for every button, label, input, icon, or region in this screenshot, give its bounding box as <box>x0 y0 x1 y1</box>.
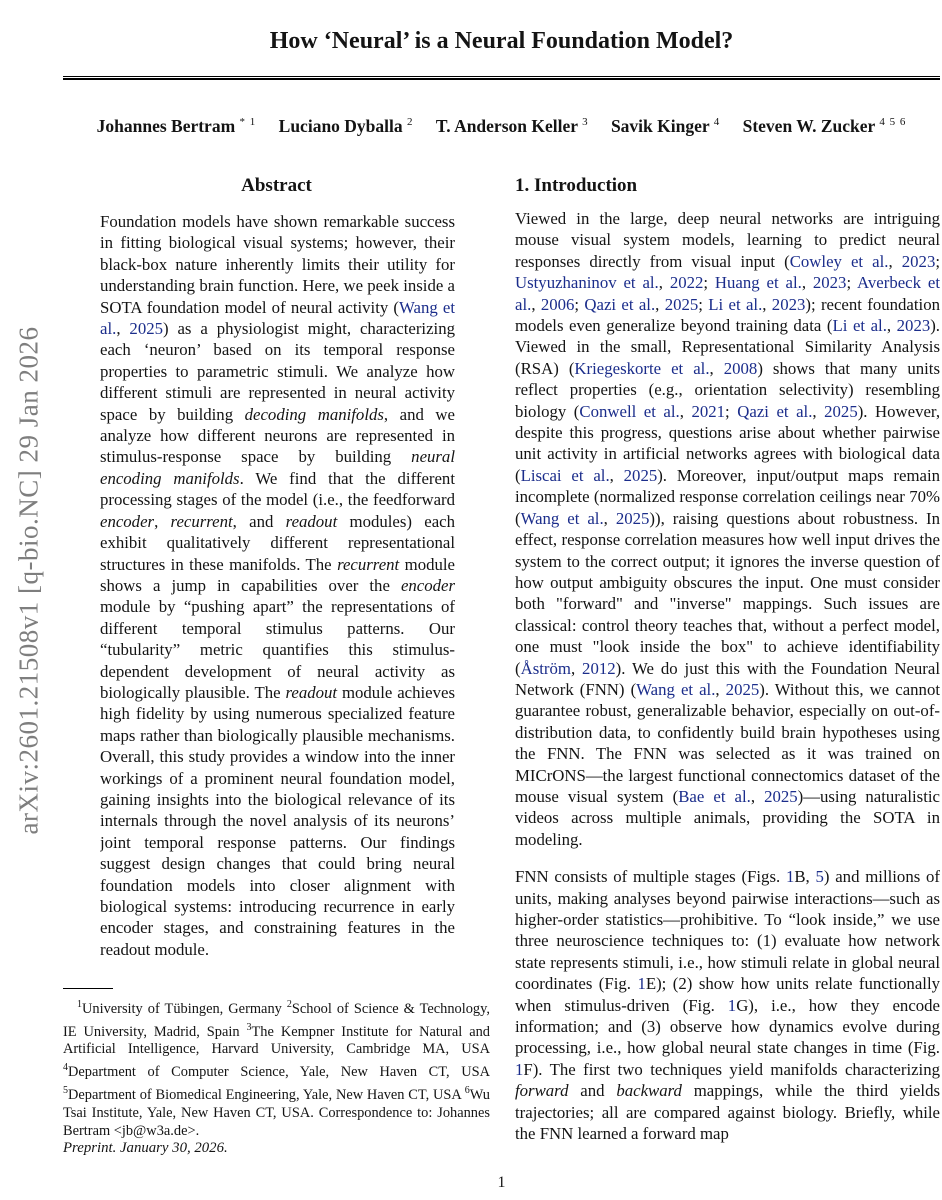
citation-link[interactable]: 1 <box>515 1059 524 1079</box>
text-segment: backward <box>616 1081 682 1101</box>
text-segment: module shows a jump in capabilities over the <box>100 554 455 595</box>
text-segment: ). Moreover, input/output maps remain incomplete (normalized response correlation ceilings near 70% ( <box>515 465 940 528</box>
text-segment: recurrent <box>170 511 233 531</box>
author <box>436 116 589 137</box>
author-affiliation-marker: * 1 <box>239 116 257 129</box>
citation-link[interactable]: 2025 <box>129 319 163 339</box>
citation-link[interactable]: Qazi et al. <box>737 401 813 421</box>
text-segment: encoder <box>100 511 155 531</box>
text-segment: E); (2) show how units relate functionally when stimulus-driven (Fig. <box>515 974 940 1015</box>
text-segment: ; <box>698 294 709 314</box>
author-name: Savik Kinger <box>610 116 710 136</box>
text-segment: readout <box>285 682 338 702</box>
right-column <box>515 175 940 1144</box>
citation-link[interactable]: 2006 <box>540 294 575 314</box>
page-number: 1 <box>497 1174 506 1191</box>
text-segment: modules) each exhibit qualitatively different representational structures in these manifolds. The <box>100 511 455 574</box>
author-affiliation-marker: 4 <box>713 116 721 129</box>
footnote-marker: 5 <box>63 1085 68 1097</box>
author-affiliation-marker: 4 5 6 <box>879 116 907 129</box>
text-segment: G), i.e., how they encode information; and (3) observe how dynamics evolve during processing, i.e., how global neural state changes in time (Fig. <box>515 995 940 1058</box>
text-segment: F). The first two techniques yield manifolds characterizing <box>523 1059 940 1079</box>
text-segment: module by “pushing apart” the representations of different temporal stimulus patterns. Our “tubularity” metric quantifies this stimulus-dependent development of neural activity as biologically plausible. The <box>100 597 455 702</box>
abstract-heading: Abstract <box>241 175 312 196</box>
footnote-marker: 3 <box>246 1021 252 1033</box>
footnote-marker: 4 <box>63 1062 68 1074</box>
text-segment: ). However, despite this progress, questions arise about whether pairwise unit activity in artificial networks agrees with biological data ( <box>515 401 941 485</box>
text-segment: )—using naturalistic videos across multiple animals, providing the SOTA in modeling. <box>515 786 940 849</box>
author-affiliation-marker: 3 <box>582 116 589 129</box>
author-name: Johannes Bertram <box>96 116 236 136</box>
footnote-marker: 2 <box>286 999 292 1010</box>
text-segment: B, <box>794 867 816 887</box>
citation-link[interactable]: Averbeck et al. <box>515 273 941 314</box>
citation-link[interactable]: 2025 <box>623 465 658 485</box>
text-segment: , <box>886 316 897 336</box>
text-segment: , <box>709 358 724 378</box>
author-list <box>63 116 940 137</box>
citation-link[interactable]: 2023 <box>771 294 806 314</box>
citation-link[interactable]: Kriegeskorte et al. <box>574 358 710 378</box>
text-segment: The Kempner Institute for Natural and Artificial Intelligence, Harvard University, Cambridge MA, USA <box>63 1023 490 1058</box>
text-segment: ). Viewed in the small, Representational Similarity Analysis (RSA) ( <box>515 316 941 378</box>
text-segment: School of Science & Technology, IE University, Madrid, Spain <box>63 1000 490 1040</box>
citation-link[interactable]: Wang et al. <box>100 297 455 339</box>
text-segment: , and <box>232 511 286 531</box>
text-segment: ); recent foundation models even generalize beyond training data ( <box>515 294 940 336</box>
affiliations-footnote <box>63 996 490 1141</box>
text-segment: , <box>762 294 772 314</box>
text-segment: ; <box>725 401 738 421</box>
text-segment: and <box>568 1081 617 1101</box>
text-segment: , and we analyze how different neurons are represented in stimulus-response space by building <box>100 404 455 467</box>
text-segment: , <box>655 294 665 314</box>
text-segment: ; <box>935 251 940 271</box>
text-segment: , <box>812 401 825 421</box>
text-segment: ) as a physiologist might, characterizing each ‘neuron’ based on its temporal response properties to parametric stimuli. We analyze how different stimuli are represented in neural activity space by building <box>100 319 455 424</box>
citation-link[interactable]: 2025 <box>725 679 760 699</box>
text-segment: Department of Computer Science, Yale, New Haven CT, USA <box>68 1064 490 1081</box>
preprint-note: Preprint. January 30, 2026. <box>63 1140 228 1156</box>
text-segment: ) and millions of units, making analyses beyond pairwise interactions—such as higher-order statistics—prohibitive. To “look inside,” we use three neuroscience techniques to: (1) evaluate how network state represents stimuli, i.e., how stimuli relate in global neural coordinates (Fig. <box>515 867 940 994</box>
text-segment: recurrent <box>337 554 400 574</box>
text-segment: ; <box>574 294 585 314</box>
citation-link[interactable]: Wang et al. <box>520 508 604 528</box>
text-segment: , <box>116 319 130 339</box>
author <box>611 116 720 137</box>
author <box>743 116 907 137</box>
citation-link[interactable]: 2025 <box>615 508 650 528</box>
citation-link[interactable]: 2021 <box>691 401 726 421</box>
text-segment: module achieves high fidelity by using numerous specialized feature maps rather than biologically plausible mechanisms. Overall, this study provides a window into the inner workings of a prominent neural foundation model, gaining insights into the biological relevance of its internals through the novel analysis of its neurons’ joint temporal response patterns. Our findings suggest design changes that could bring neural foundation models into closer alignment with biological systems: introducing recurrence in early encoder stages, and constraining features in the readout module. <box>100 682 455 959</box>
text-segment: , <box>888 251 902 271</box>
text-segment: , <box>801 273 813 293</box>
citation-link[interactable]: Cowley et al. <box>789 251 889 271</box>
citation-link[interactable]: Bae et al. <box>678 786 751 806</box>
text-segment: neural encoding manifolds <box>100 447 455 488</box>
text-segment: , <box>750 786 765 806</box>
footnote-marker: 6 <box>464 1085 470 1097</box>
text-segment: FNN consists of multiple stages (Figs. <box>515 867 786 887</box>
footnote-rule <box>63 988 113 989</box>
citation-link[interactable]: 1 <box>727 995 737 1015</box>
text-segment: , <box>154 511 171 531</box>
citation-link[interactable]: 2012 <box>582 658 616 678</box>
text-segment: , <box>570 658 583 678</box>
citation-link[interactable]: Li et al. <box>832 316 887 336</box>
citation-link[interactable]: 2022 <box>669 273 704 293</box>
text-segment: , <box>679 401 692 421</box>
text-segment: ). Without this, we cannot guarantee robust, generalizable behavior, especially on out-of-distribution data, to confidently build brain hypotheses using the FNN. The FNN was selected as it was trained on MICrONS—the largest functional connectomics dataset of the mouse visual system ( <box>515 679 940 806</box>
citation-link[interactable]: 2025 <box>824 401 858 421</box>
citation-link[interactable]: Liscai et al. <box>520 465 610 485</box>
text-segment: , <box>658 273 670 293</box>
text-segment: ; <box>703 273 715 293</box>
text-segment: ) shows that many units reflect properties (e.g., orientation selectivity) resembling biology ( <box>515 358 940 421</box>
author-name: Luciano Dyballa <box>278 116 403 136</box>
text-segment: , <box>609 465 624 485</box>
citation-link[interactable]: 2008 <box>723 358 758 378</box>
text-segment: , <box>715 679 726 699</box>
text-segment: . We find that the different processing stages of the model (i.e., the feedforward <box>100 468 455 510</box>
introduction-paragraph <box>515 208 940 850</box>
citation-link[interactable]: Li et al. <box>708 294 763 314</box>
citation-link[interactable]: 2025 <box>764 786 798 806</box>
text-segment: )), raising questions about robustness. In effect, response correlation measures how well input drives the system to the correct output; it ignores the inverse question of how output ambiguity obscures the input. One must consider both "forward" and "inverse" mappings. Such issues are classical: control theory teaches that, without a perfect model, one must "look inside the box" to achieve identifiability ( <box>515 508 940 678</box>
introduction-paragraph <box>515 866 940 1144</box>
citation-link[interactable]: Qazi et al. <box>584 294 656 314</box>
citation-link[interactable]: 2025 <box>664 294 699 314</box>
text-segment: , <box>531 294 541 314</box>
text-segment: mappings, while the third yields trajectories; all are compared against biology. Briefly, while the FNN learned a forward map <box>515 1081 941 1144</box>
citation-link[interactable]: 5 <box>815 867 824 887</box>
citation-link[interactable]: 1 <box>785 867 795 887</box>
citation-link[interactable]: 2023 <box>812 273 847 293</box>
citation-link[interactable]: 2023 <box>901 251 936 271</box>
text-segment: ). We do just this with the Foundation Neural Network (FNN) ( <box>515 658 941 699</box>
left-column <box>63 175 490 960</box>
text-segment: encoder <box>400 575 455 595</box>
text-segment: , <box>603 508 616 528</box>
citation-link[interactable]: Wang et al. <box>636 679 716 699</box>
text-segment: Viewed in the large, deep neural networks are intriguing mouse visual system models, learning to predict neural responses directly from visual input ( <box>515 209 940 271</box>
text-segment: Department of Biomedical Engineering, Yale, New Haven CT, USA <box>68 1086 465 1103</box>
citation-link[interactable]: Åström <box>520 658 571 678</box>
title-rule <box>63 76 940 80</box>
citation-link[interactable]: 1 <box>637 974 646 994</box>
arxiv-watermark: arXiv:2601.21508v1 [q-bio.NC] 29 Jan 2026 <box>13 326 44 834</box>
abstract-body <box>100 211 455 960</box>
author-affiliation-marker: 2 <box>407 116 414 129</box>
text-segment: ; <box>846 273 858 293</box>
section-heading-introduction: 1. Introduction <box>515 175 638 196</box>
author <box>97 116 257 137</box>
text-segment: Foundation models have shown remarkable success in fitting biological visual systems; however, their black-box nature inherently limits their utility for understanding brain function. Here, we peek inside a SOTA foundation model of neural activity ( <box>100 212 455 317</box>
author <box>279 116 414 137</box>
text-segment: decoding manifolds <box>244 404 384 424</box>
citation-link[interactable]: Huang et al. <box>714 273 802 293</box>
text-segment: forward <box>515 1081 569 1101</box>
citation-link[interactable]: Conwell et al. <box>579 401 680 421</box>
text-segment: Wu Tsai Institute, Yale, New Haven CT, USA. Correspondence to: Johannes Bertram <jb@w3a.de>. <box>63 1086 490 1139</box>
author-name: Steven W. Zucker <box>742 116 875 136</box>
arxiv-watermark-container <box>0 0 58 1160</box>
citation-link[interactable]: Ustyuzhaninov et al. <box>515 273 659 293</box>
text-segment: University of Tübingen, Germany <box>82 1000 287 1017</box>
text-segment: readout <box>285 511 338 531</box>
citation-link[interactable]: 2023 <box>896 316 931 336</box>
paper-title: How ‘Neural’ is a Neural Foundation Model? <box>269 28 734 54</box>
author-name: T. Anderson Keller <box>435 116 578 136</box>
footnote-marker: 1 <box>77 999 82 1010</box>
